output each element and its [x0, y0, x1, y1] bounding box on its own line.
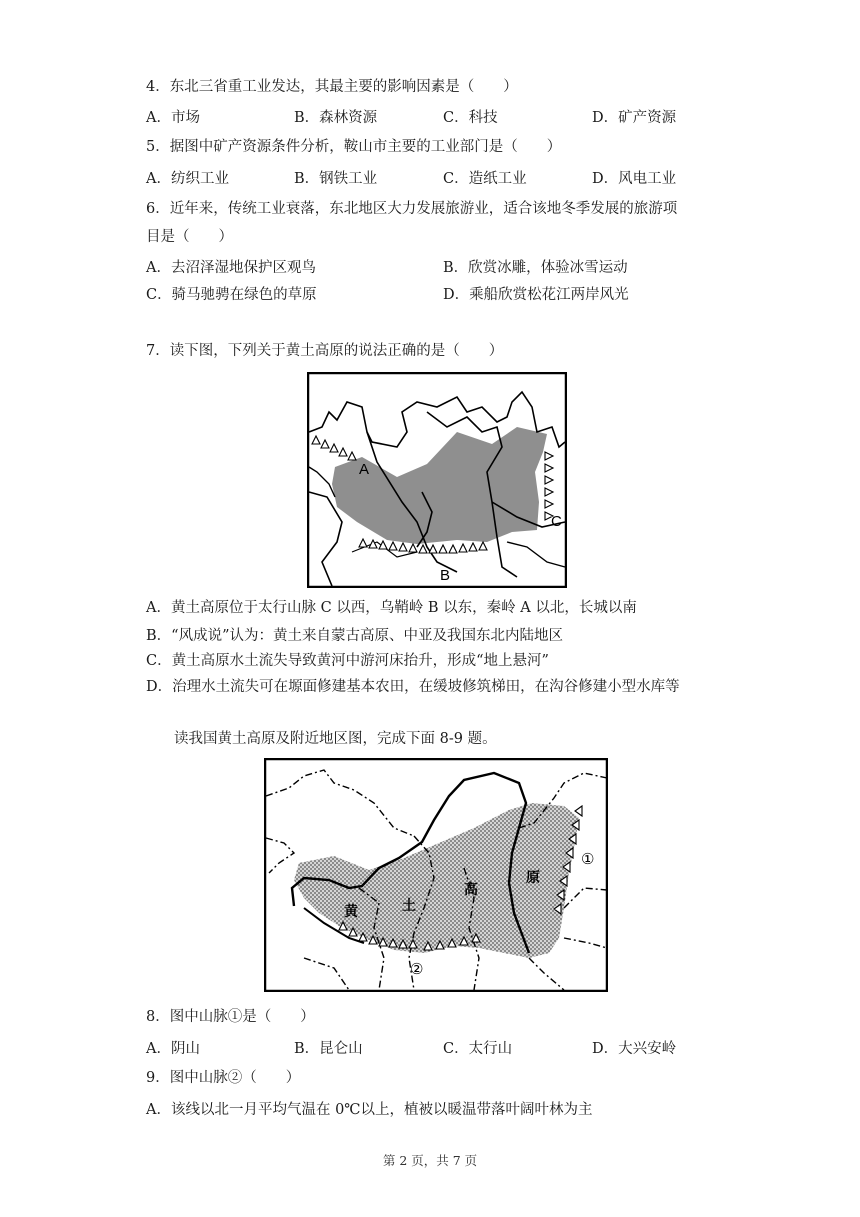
q6-stem-line2: 目是（ ）: [146, 229, 233, 245]
q9-stem: 9．图中山脉②（ ）: [146, 1070, 301, 1086]
q4-option-d[interactable]: D．矿产资源: [592, 110, 677, 126]
map-label-tu: 土: [402, 898, 416, 914]
map-label-mountain-1: ①: [581, 850, 595, 868]
map-label-gao: 高: [464, 882, 478, 898]
map-label-a: A: [359, 461, 370, 478]
q7-option-b[interactable]: B．“风成说”认为：黄土来自蒙古高原、中亚及我国东北内陆地区: [146, 628, 563, 644]
q5-stem: 5．据图中矿产资源条件分析，鞍山市主要的工业部门是（ ）: [146, 139, 562, 155]
q7-option-c[interactable]: C．黄土高原水土流失导致黄河中游河床抬升，形成“地上悬河”: [146, 653, 549, 669]
map-label-mountain-2: ②: [410, 960, 424, 978]
q5-option-b[interactable]: B．钢铁工业: [294, 171, 378, 187]
loess-plateau-map-q8-q9: [264, 758, 608, 992]
q7-option-a[interactable]: A．黄土高原位于太行山脉 C 以西，乌鞘岭 B 以东，秦岭 A 以北，长城以南: [146, 600, 637, 616]
map-label-c: C: [551, 513, 562, 530]
q7-stem: 7．读下图，下列关于黄土高原的说法正确的是（ ）: [146, 343, 504, 359]
q4-option-b[interactable]: B．森林资源: [294, 110, 378, 126]
q6-option-b[interactable]: B．欣赏冰雕，体验冰雪运动: [443, 260, 628, 276]
q4-option-c[interactable]: C．科技: [443, 110, 498, 126]
q8-option-d[interactable]: D．大兴安岭: [592, 1041, 677, 1057]
map-label-yuan: 原: [526, 870, 540, 886]
q6-option-a[interactable]: A．去沼泽湿地保护区观鸟: [146, 260, 316, 276]
q8-stem: 8．图中山脉①是（ ）: [146, 1009, 315, 1025]
loess-plateau-map-q7: [307, 372, 567, 588]
map-label-huang: 黄: [344, 904, 358, 920]
q7-option-d[interactable]: D．治理水土流失可在塬面修建基本农田，在缓坡修筑梯田，在沟谷修建小型水库等: [146, 679, 680, 695]
q6-option-c[interactable]: C．骑马驰骋在绿色的草原: [146, 287, 317, 303]
map-label-b: B: [440, 567, 451, 584]
q4-stem: 4．东北三省重工业发达，其最主要的影响因素是（ ）: [146, 79, 518, 95]
q6-option-d[interactable]: D．乘船欣赏松花江两岸风光: [443, 287, 629, 303]
q5-option-d[interactable]: D．风电工业: [592, 171, 677, 187]
q9-option-a[interactable]: A．该线以北一月平均气温在 0℃以上，植被以暖温带落叶阔叶林为主: [146, 1102, 593, 1118]
page-footer: 第 2 页，共 7 页: [382, 1153, 478, 1168]
q8-option-a[interactable]: A．阴山: [146, 1041, 200, 1057]
q4-option-a[interactable]: A．市场: [146, 110, 200, 126]
q6-stem-line1: 6．近年来，传统工业衰落，东北地区大力发展旅游业，适合该地冬季发展的旅游项: [146, 201, 678, 217]
q5-option-a[interactable]: A．纺织工业: [146, 171, 229, 187]
q5-option-c[interactable]: C．造纸工业: [443, 171, 527, 187]
q8-option-b[interactable]: B．昆仑山: [294, 1041, 363, 1057]
intro-q8-q9: 读我国黄土高原及附近地区图，完成下面 8-9 题。: [174, 731, 497, 747]
q8-option-c[interactable]: C．太行山: [443, 1041, 513, 1057]
